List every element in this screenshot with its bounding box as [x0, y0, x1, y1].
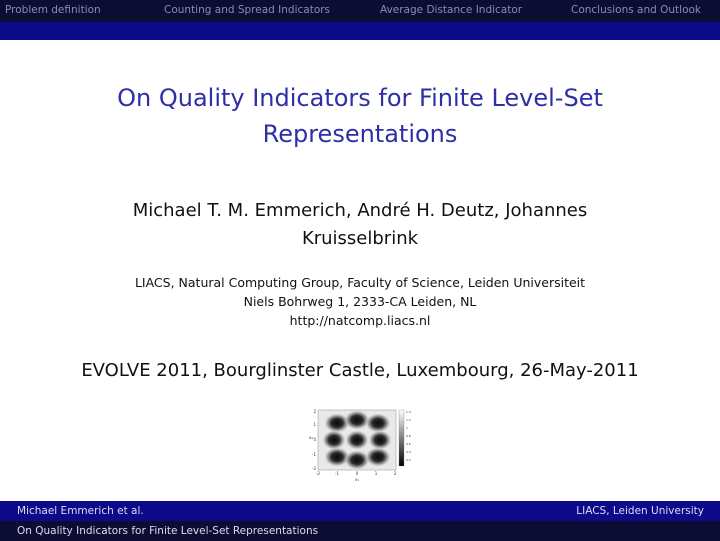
y-tick-label: 2 [313, 409, 316, 414]
institute [60, 273, 660, 330]
nav-average-distance[interactable]: Average Distance Indicator [380, 4, 523, 16]
colorbar-tick-label: 0.2 [406, 458, 411, 462]
footer-top-bar [0, 501, 720, 521]
institute-url: http://natcomp.liacs.nl [289, 313, 431, 328]
authors-line-1: Michael T. M. Emmerich, André H. Deutz, Johannes [132, 200, 588, 221]
x-tick-label: -2 [316, 471, 320, 476]
blob [368, 430, 392, 450]
authors [90, 197, 630, 253]
x-tick-label: 2 [393, 471, 397, 476]
blob [365, 413, 391, 433]
conference-info: EVOLVE 2011, Bourglinster Castle, Luxembourg, 26-May-2011 [81, 360, 639, 381]
colorbar-tick-label: 1.4 [406, 410, 411, 414]
authors-line-2: Kruisselbrink [301, 228, 419, 249]
y-tick-label: 0 [313, 437, 316, 442]
header-strip [0, 22, 720, 40]
colorbar-tick-label: 0.4 [406, 450, 411, 454]
nav-problem-definition[interactable]: Problem definition [5, 4, 101, 16]
y-axis-label: x₂ [309, 435, 313, 440]
y-tick-label: 1 [313, 422, 316, 427]
x-tick-label: -1 [335, 471, 339, 476]
institute-line-2: Niels Bohrweg 1, 2333-CA Leiden, NL [243, 294, 477, 309]
blob [322, 430, 346, 450]
blob [365, 447, 391, 467]
blob [345, 430, 369, 450]
footer-short-title: On Quality Indicators for Finite Level-Set Representations [17, 525, 319, 537]
colorbar-tick-label: 0.8 [406, 434, 411, 438]
title-line-2: Representations [262, 120, 458, 148]
colorbar [399, 410, 404, 466]
colorbar-tick-label: 1.2 [406, 418, 411, 422]
y-tick-label: -2 [312, 466, 316, 471]
x-axis-label: x₁ [355, 477, 359, 482]
x-tick-label: 1 [374, 471, 378, 476]
institute-line-1: LIACS, Natural Computing Group, Faculty of Science, Leiden Universiteit [134, 275, 586, 290]
nav-conclusions[interactable]: Conclusions and Outlook [571, 4, 702, 16]
footer-bottom-bar [0, 521, 720, 541]
density-blobs [322, 410, 392, 470]
level-set-plot [306, 406, 412, 482]
colorbar-tick-label: 0.6 [406, 442, 411, 446]
y-tick-label: -1 [312, 452, 316, 457]
colorbar-tick-label: 1 [406, 426, 408, 430]
top-navigation [0, 0, 720, 22]
title-line-1: On Quality Indicators for Finite Level-Set [117, 84, 603, 112]
x-tick-label: 0 [355, 471, 359, 476]
footer-institution: LIACS, Leiden University [576, 505, 704, 517]
slide-title [60, 80, 660, 152]
footer-author: Michael Emmerich et al. [17, 505, 144, 517]
nav-counting-spread[interactable]: Counting and Spread Indicators [164, 4, 331, 16]
